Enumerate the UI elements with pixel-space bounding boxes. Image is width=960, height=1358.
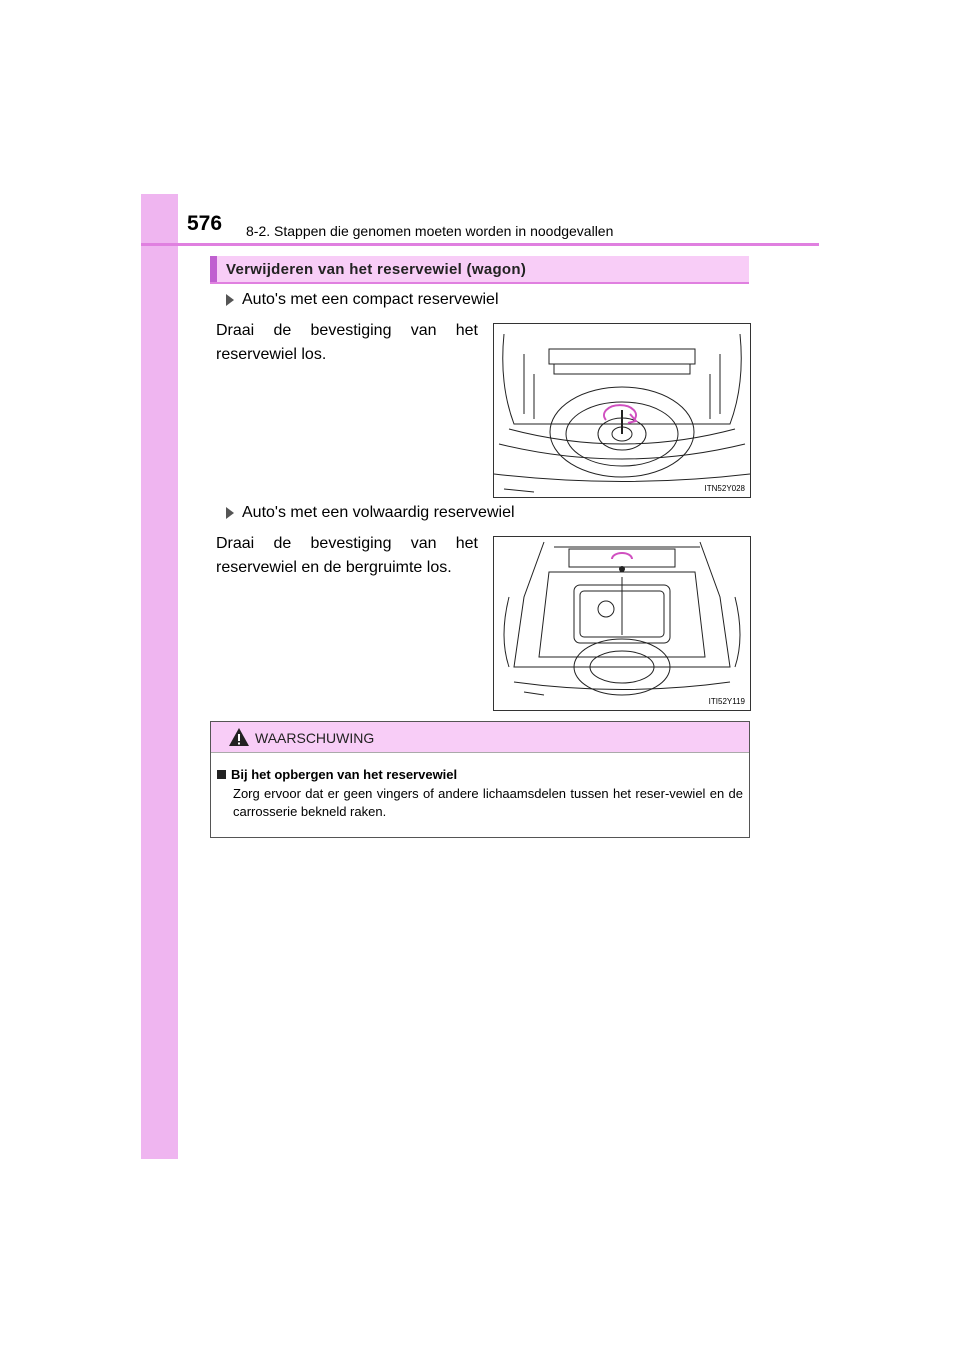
section-heading-bar	[210, 256, 217, 282]
warning-triangle-icon	[228, 727, 250, 747]
warning-subheading-text: Bij het opbergen van het reservewiel	[231, 767, 458, 782]
instruction-full: Draai de bevestiging van het reservewiel en de bergruimte los.	[216, 535, 478, 576]
triangle-bullet-icon	[226, 294, 234, 306]
warning-header	[211, 722, 749, 753]
figure-code: ITN52Y028	[704, 484, 745, 493]
page-number: 576	[187, 212, 223, 235]
compact-spare-wheel-illustration	[494, 324, 750, 497]
chapter-sidebar-tab	[141, 194, 178, 1159]
warning-title: WAARSCHUWING	[255, 730, 375, 746]
warning-text: Zorg ervoor dat er geen vingers of andere lichaamsdelen tussen het reser-vewiel en de carrosserie bekneld raken.	[233, 786, 743, 819]
figure-full-spare-wheel	[493, 536, 751, 711]
variant-full-label	[226, 504, 515, 522]
variant-label: Auto's met een volwaardig reservewiel	[242, 504, 515, 521]
full-spare-wheel-illustration	[494, 537, 750, 710]
square-bullet-icon	[217, 770, 226, 779]
chapter-title: 8-2. Stappen die genomen moeten worden in noodgevallen	[246, 223, 614, 239]
warning-box	[210, 721, 750, 838]
figure-compact-spare-wheel	[493, 323, 751, 498]
section-heading	[210, 256, 749, 284]
triangle-bullet-icon	[226, 507, 234, 519]
instruction-compact: Draai de bevestiging van het reservewiel los.	[216, 322, 478, 363]
variant-label: Auto's met een compact reservewiel	[242, 291, 499, 308]
section-title: Verwijderen van het reservewiel (wagon)	[226, 261, 527, 278]
warning-subheading	[217, 767, 457, 782]
variant-compact-label	[226, 291, 499, 309]
header-rule	[141, 243, 819, 246]
figure-code: ITI52Y119	[708, 697, 745, 706]
